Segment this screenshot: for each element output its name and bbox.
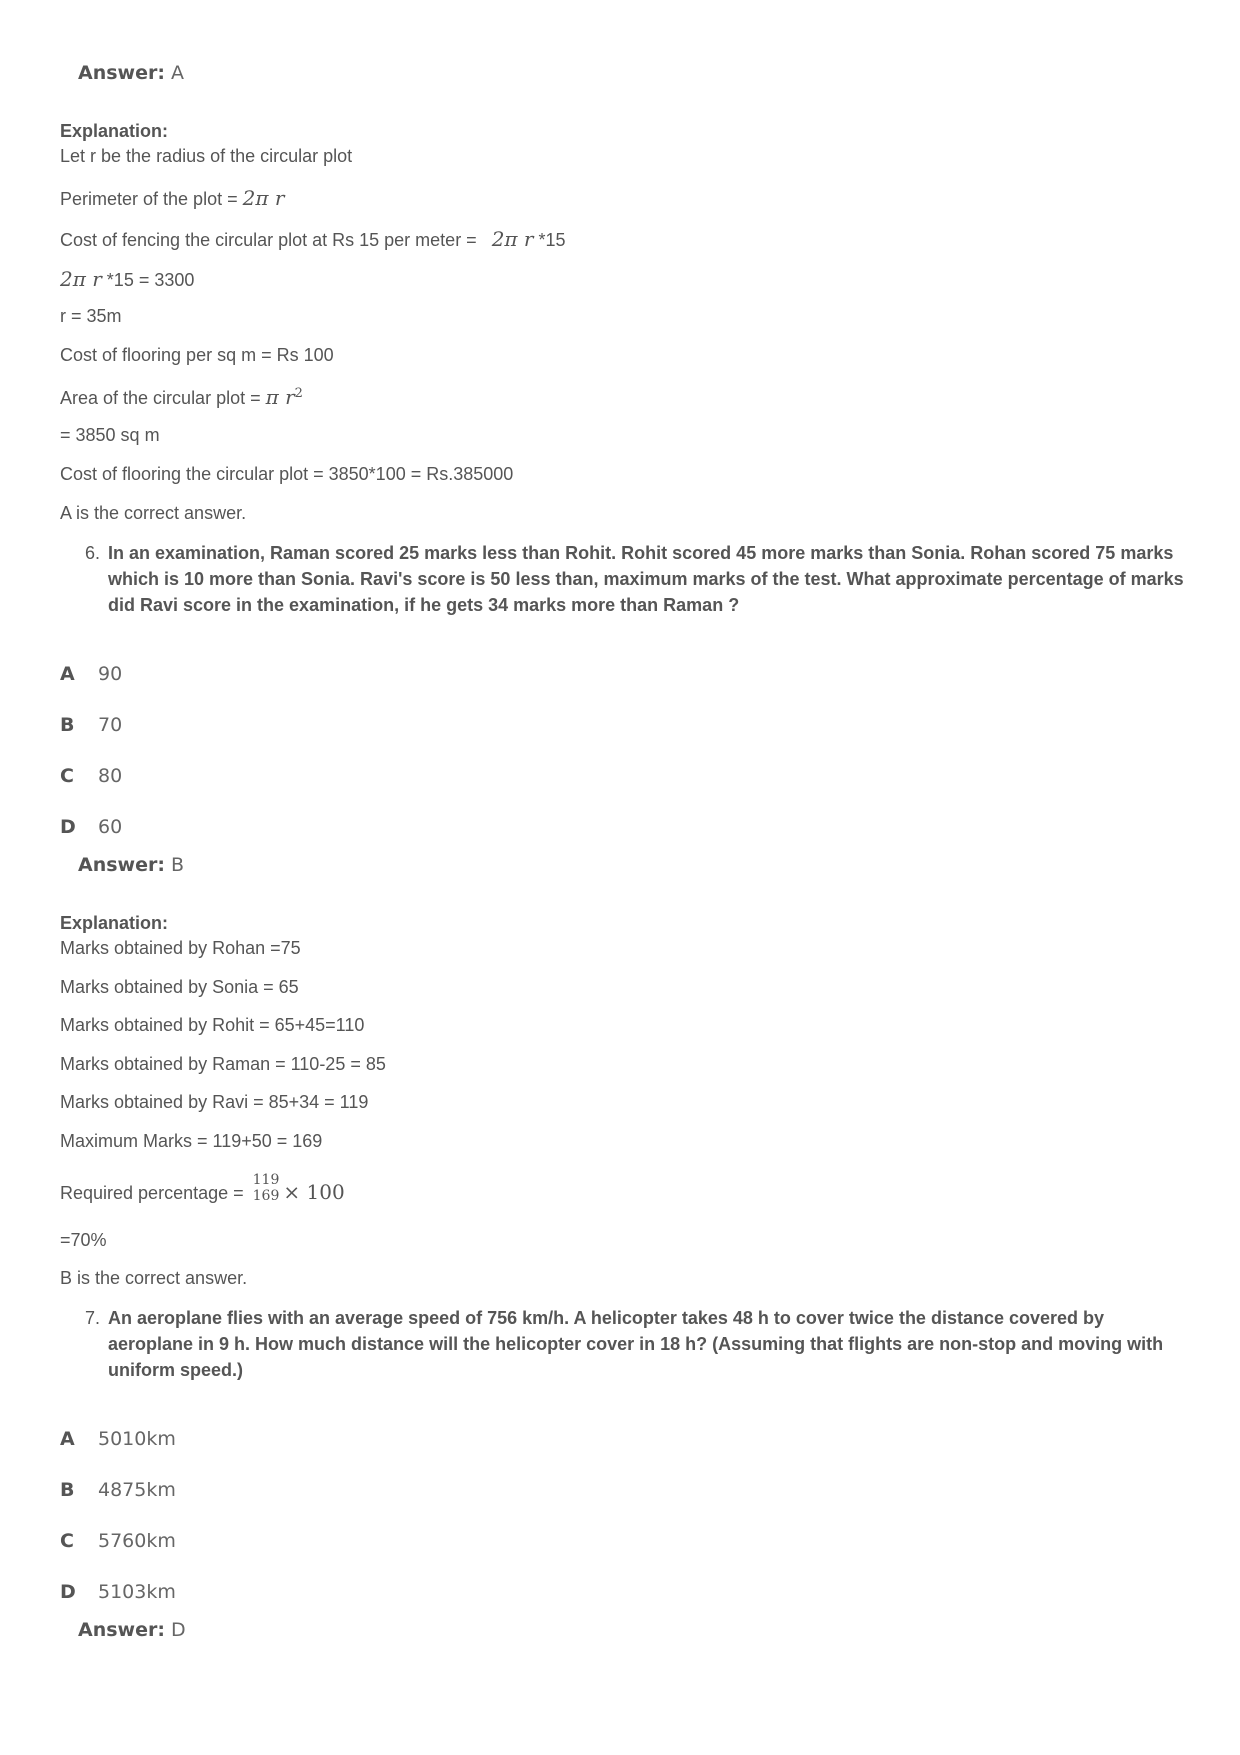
option-value: 5760km [98,1530,176,1552]
option-letter: C [60,1530,74,1552]
q6-explanation-line: Required percentage = 119 169 × 100 [60,1172,345,1204]
q6-explanation-line: Maximum Marks = 119+50 = 169 [60,1131,323,1151]
q7-option-d[interactable] [60,1581,176,1603]
q6-answer [78,854,184,876]
fraction-numerator: 119 [252,1172,280,1188]
q6-explanation-line: Marks obtained by Rohan =75 [60,938,301,958]
option-value: 70 [98,714,123,736]
option-value: 90 [98,663,123,685]
q5-explanation-heading: Explanation: [60,121,169,141]
q6-explanation-line: Marks obtained by Ravi = 85+34 = 119 [60,1092,369,1112]
math-expression: × 100 [283,1179,345,1204]
q6-option-c[interactable] [60,765,122,787]
option-value: 80 [98,765,123,787]
q6-explanation-line: =70% [60,1230,107,1250]
q7-answer [78,1619,186,1641]
option-letter: C [60,765,74,787]
answer-label: Answer: [78,854,165,876]
q6-explanation-line: B is the correct answer. [60,1268,248,1288]
q6-explanation-heading: Explanation: [60,913,169,933]
fraction-denominator: 169 [252,1188,280,1204]
q7-option-a[interactable] [60,1428,176,1450]
q5-explanation-line: 2π r *15 = 3300 [60,267,195,291]
q7-option-b[interactable] [60,1479,176,1501]
math-expression: 2π r [60,267,102,291]
q5-answer [78,62,184,84]
question-text: An aeroplane flies with an average speed of 756 km/h. A helicopter takes 48 h to cover twice the distance covered by aeroplane in 9 h. How much distance will the helicopter cover in 18 h? (Assuming that flights are non-stop and moving with uniform speed.) [108,1308,1164,1380]
math-exponent: 2 [294,386,303,401]
math-expression: π r [265,385,295,409]
q5-explanation-line: = 3850 sq m [60,425,160,445]
q6-option-d[interactable] [60,816,122,838]
question-text: In an examination, Raman scored 25 marks less than Rohit. Rohit scored 45 more marks than Sonia. Rohan scored 75 marks which is 10 more than Sonia. Ravi's score is 50 less than, maximum marks of the test. What approximate percentage of marks did Ravi score in the examination, if he gets 34 marks more than Raman ? [108,543,1184,615]
option-value: 4875km [98,1479,176,1501]
option-value: 5010km [98,1428,176,1450]
question-7 [84,1305,1184,1383]
q6-explanation-line: Marks obtained by Sonia = 65 [60,977,299,997]
question-number: 6. [84,543,100,563]
option-letter: B [60,1479,75,1501]
option-letter: D [60,816,76,838]
option-letter: A [60,1428,75,1450]
math-expression: 2π r [242,186,285,210]
q5-explanation-line: Perimeter of the plot = 2π r [60,186,285,210]
question-6 [84,540,1184,618]
q5-explanation-line: Cost of fencing the circular plot at Rs 15 per meter = 2π r *15 [60,227,566,251]
answer-value: D [170,1619,186,1641]
q6-explanation-line: Marks obtained by Raman = 110-25 = 85 [60,1054,386,1074]
math-expression: 2π r [491,227,534,251]
option-value: 5103km [98,1581,176,1603]
q5-explanation-line: A is the correct answer. [60,503,247,523]
answer-value: A [170,62,184,84]
q6-explanation-line: Marks obtained by Rohit = 65+45=110 [60,1015,365,1035]
answer-label: Answer: [78,62,165,84]
q6-option-b[interactable] [60,714,122,736]
option-value: 60 [98,816,123,838]
answer-value: B [170,854,184,876]
q5-explanation-line: Area of the circular plot = π $r^2$ [60,385,303,409]
q5-explanation-line: Let r be the radius of the circular plot [60,146,353,166]
q5-explanation-line: Cost of flooring the circular plot = 3850*100 = Rs.385000 [60,464,514,484]
question-number: 7. [84,1308,100,1328]
option-letter: A [60,663,75,685]
q5-explanation-line: Cost of flooring per sq m = Rs 100 [60,345,334,365]
option-letter: D [60,1581,76,1603]
fraction [253,1172,280,1204]
q6-option-a[interactable] [60,663,122,685]
q5-explanation-line: r = 35m [60,306,122,326]
answer-label: Answer: [78,1619,165,1641]
q7-option-c[interactable] [60,1530,176,1552]
option-letter: B [60,714,75,736]
